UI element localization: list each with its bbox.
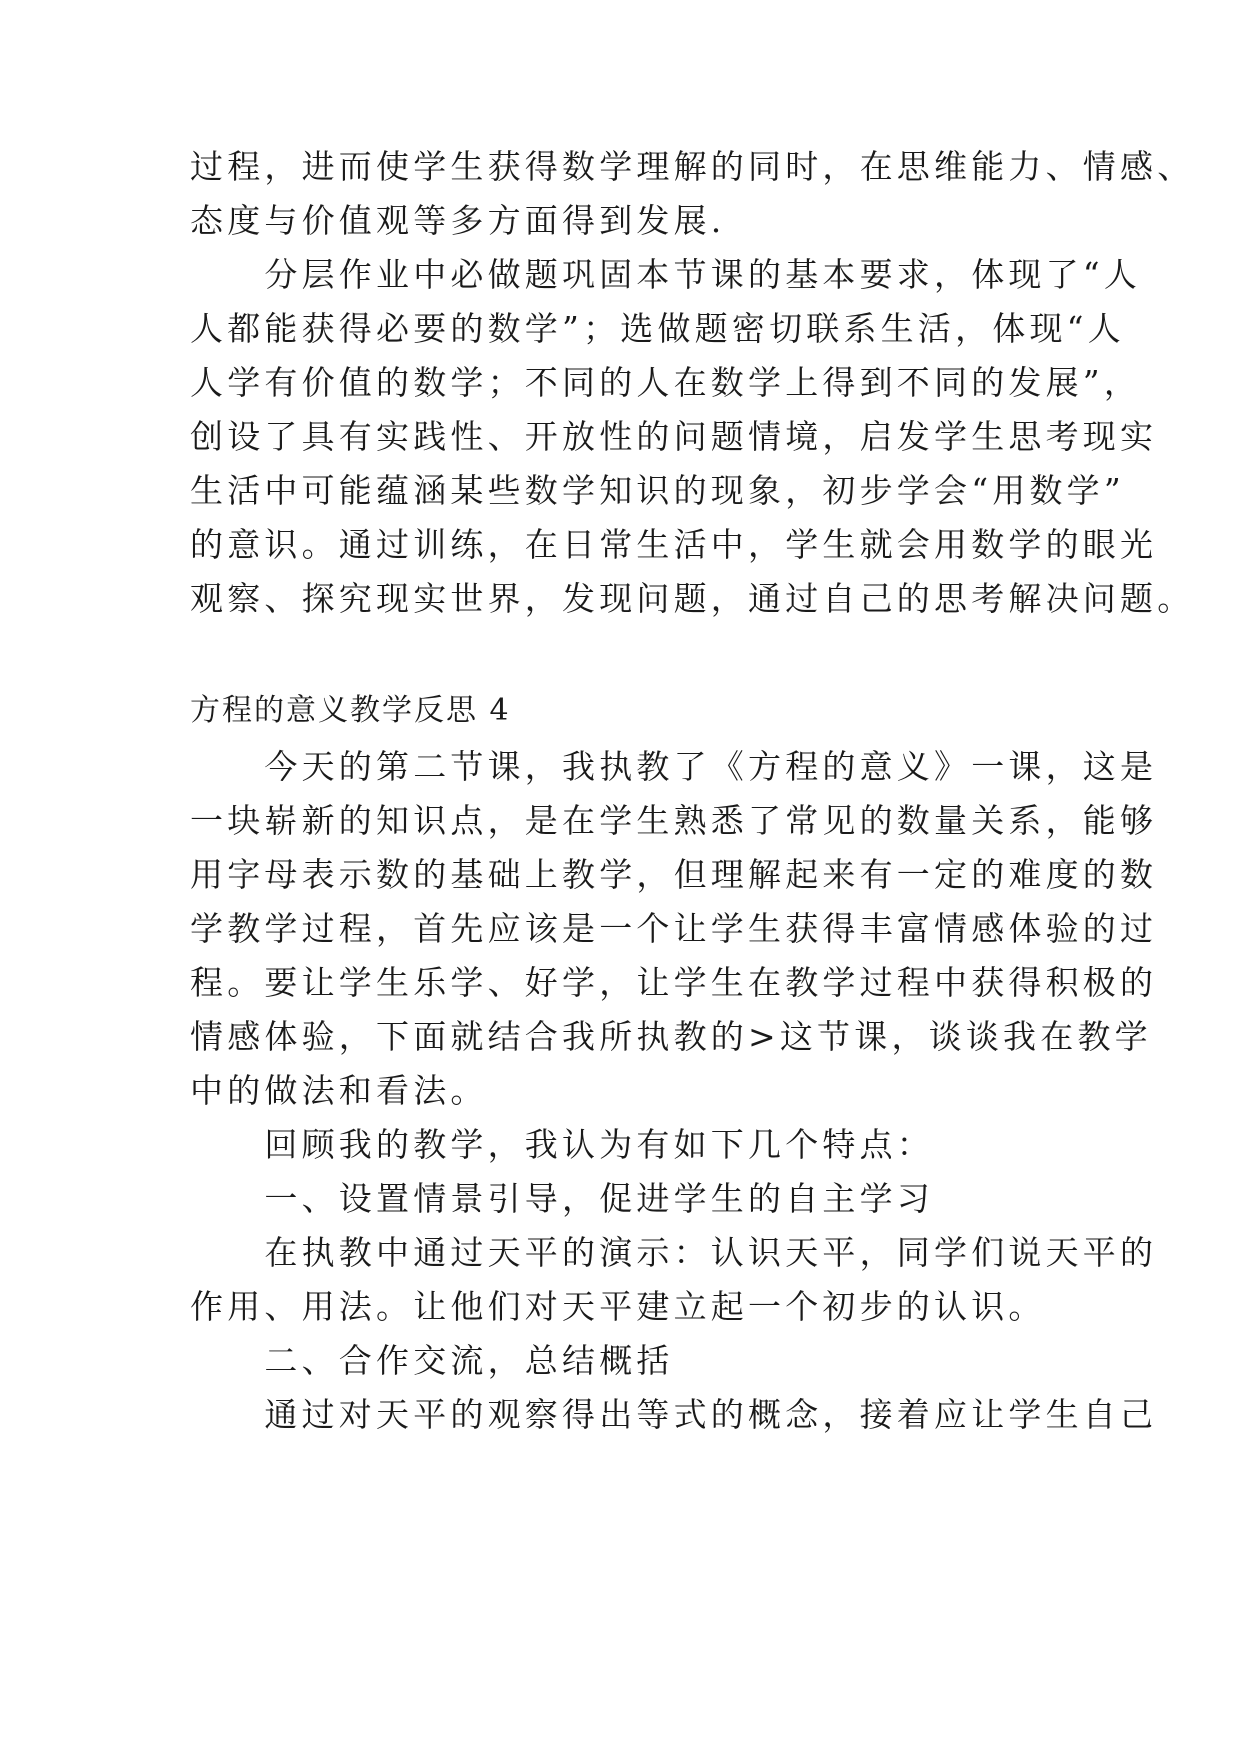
paragraph-line: 程。要让学生乐学、好学，让学生在教学过程中获得积极的: [190, 963, 1158, 1002]
paragraph-line: 回顾我的教学，我认为有如下几个特点：: [190, 1125, 934, 1164]
paragraph-line: 创设了具有实践性、开放性的问题情境，启发学生思考现实: [190, 417, 1158, 456]
paragraph-line: 今天的第二节课，我执教了《方程的意义》一课，这是: [190, 747, 1158, 786]
paragraph-line: 人学有价值的数学；不同的人在数学上得到不同的发展”，: [190, 363, 1142, 402]
paragraph-line: 用字母表示数的基础上教学，但理解起来有一定的难度的数: [190, 855, 1158, 894]
paragraph-line: 生活中可能蕴涵某些数学知识的现象，初步学会“用数学”: [190, 471, 1125, 510]
paragraph-line: 在执教中通过天平的演示：认识天平，同学们说天平的: [190, 1233, 1158, 1272]
paragraph-line: 中的做法和看法。: [190, 1071, 488, 1110]
paragraph-line: 通过对天平的观察得出等式的概念，接着应让学生自己: [190, 1395, 1158, 1434]
paragraph-line: 人都能获得必要的数学”；选做题密切联系生活，体现“人: [190, 309, 1125, 348]
paragraph-line: 的意识。通过训练，在日常生活中，学生就会用数学的眼光: [190, 525, 1158, 564]
paragraph-line: 分层作业中必做题巩固本节课的基本要求，体现了“人: [190, 255, 1142, 294]
paragraph-line: 一块崭新的知识点，是在学生熟悉了常见的数量关系，能够: [190, 801, 1158, 840]
paragraph-line: 过程，进而使学生获得数学理解的同时，在思维能力、情感、: [190, 147, 1195, 186]
paragraph-line: 态度与价值观等多方面得到发展.: [190, 201, 726, 240]
point-title: 二、合作交流，总结概括: [190, 1341, 674, 1380]
paragraph-line: 观察、探究现实世界，发现问题，通过自己的思考解决问题。: [190, 579, 1195, 618]
section-title: 方程的意义教学反思 4: [190, 693, 511, 728]
paragraph-line: 学教学过程，首先应该是一个让学生获得丰富情感体验的过: [190, 909, 1158, 948]
paragraph-line: 情感体验，下面就结合我所执教的>这节课，谈谈我在教学: [190, 1017, 1152, 1056]
point-title: 一、设置情景引导，促进学生的自主学习: [190, 1179, 934, 1218]
paragraph-line: 作用、用法。让他们对天平建立起一个初步的认识。: [190, 1287, 1046, 1326]
